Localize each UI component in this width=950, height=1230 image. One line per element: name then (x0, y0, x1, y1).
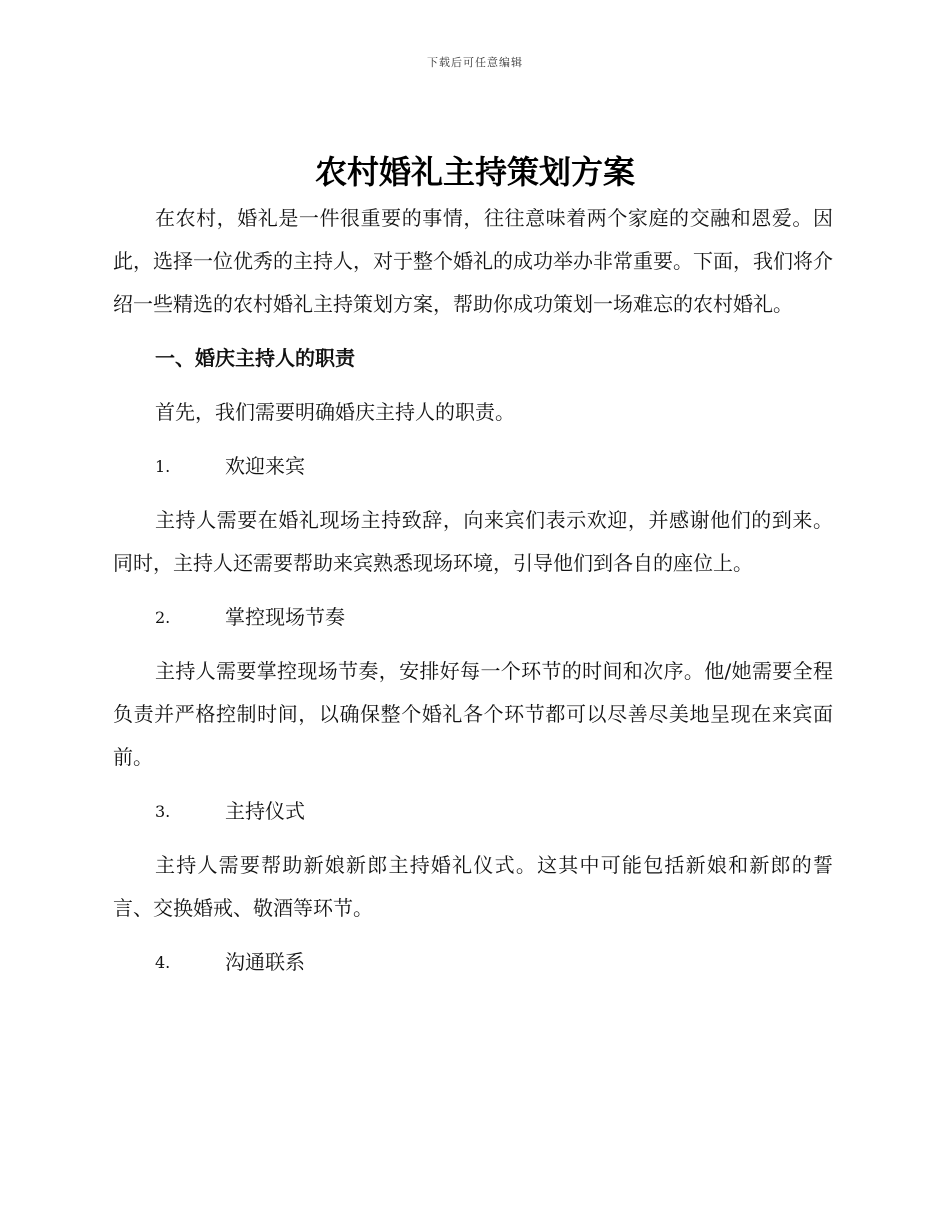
list-item-1-paragraph: 主持人需要在婚礼现场主持致辞，向来宾们表示欢迎，并感谢他们的到来。同时，主持人还需要帮助来宾熟悉现场环境，引导他们到各自的座位上。 (113, 508, 833, 575)
list-item-2-paragraph: 主持人需要掌控现场节奏，安排好每一个环节的时间和次序。他/她需要全程负责并严格控制时间，以确保整个婚礼各个环节都可以尽善尽美地呈现在来宾面前。 (113, 659, 833, 769)
list-item-2 (113, 596, 833, 639)
page-header-note: 下载后可任意编辑 (427, 56, 523, 69)
section-lead-paragraph: 首先，我们需要明确婚庆主持人的职责。 (155, 400, 515, 424)
list-item-3 (113, 790, 833, 833)
document-title: 农村婚礼主持策划方案 (314, 153, 635, 191)
list-item-3-paragraph: 主持人需要帮助新娘新郎主持婚礼仪式。这其中可能包括新娘和新郎的誓言、交换婚戒、敬酒等环节。 (113, 853, 833, 920)
list-item-4 (113, 941, 833, 984)
list-number: 4. (155, 953, 171, 972)
list-item-title: 主持仪式 (225, 799, 305, 823)
document-body (113, 197, 833, 984)
section-heading-1: 一、婚庆主持人的职责 (155, 346, 355, 370)
list-item-title: 沟通联系 (225, 950, 305, 974)
list-number: 3. (155, 802, 171, 821)
list-item-1 (113, 445, 833, 488)
list-item-title: 掌控现场节奏 (225, 605, 345, 629)
intro-paragraph: 在农村，婚礼是一件很重要的事情，往往意味着两个家庭的交融和恩爱。因此，选择一位优秀的主持人，对于整个婚礼的成功举办非常重要。下面，我们将介绍一些精选的农村婚礼主持策划方案，帮助你成功策划一场难忘的农村婚礼。 (113, 206, 833, 316)
list-item-title: 欢迎来宾 (225, 454, 305, 478)
list-number: 1. (155, 457, 171, 476)
list-number: 2. (155, 608, 171, 627)
